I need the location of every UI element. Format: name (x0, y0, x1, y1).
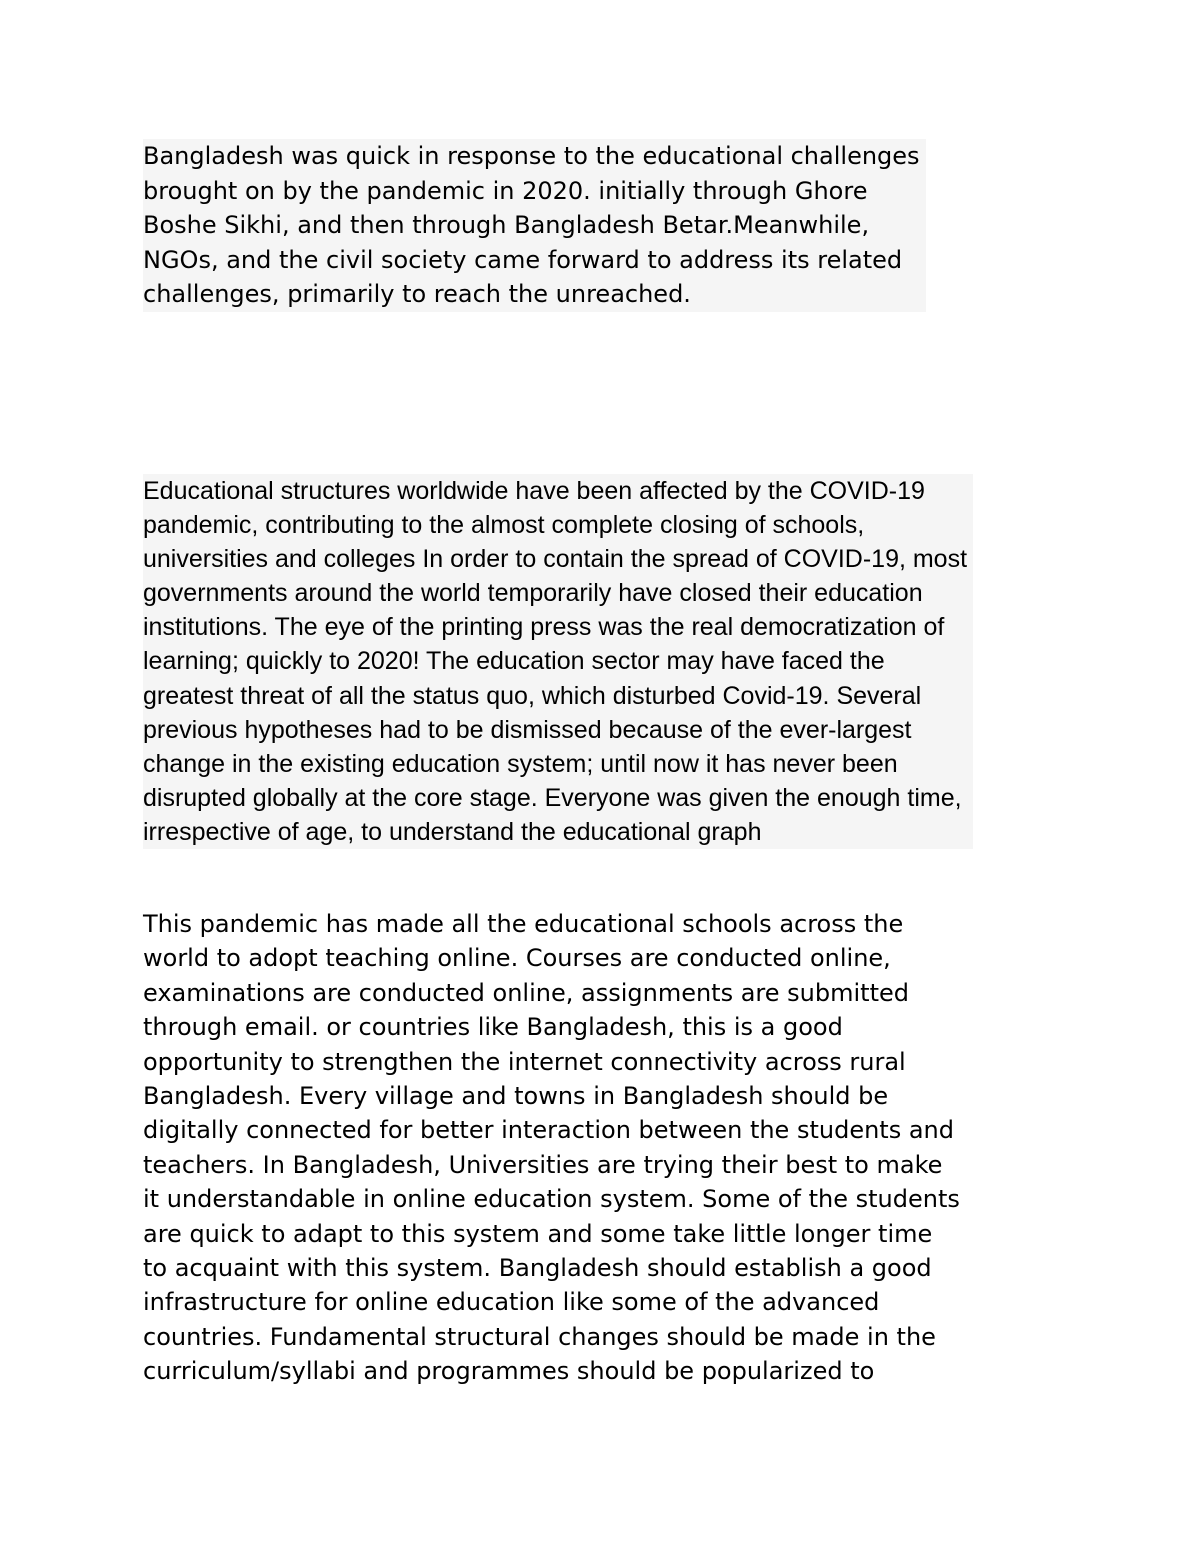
text-line: it understandable in online education system. Some of the students (143, 1185, 960, 1214)
text-line: challenges, primarily to reach the unreached. (143, 277, 926, 312)
paragraph-covid-impact (143, 474, 973, 849)
text-line: Bangladesh. Every village and towns in Bangladesh should be (143, 1082, 889, 1111)
paragraph-online-teaching (143, 907, 960, 1389)
text-line: curriculum/syllabi and programmes should be popularized to (143, 1357, 875, 1386)
text-line: pandemic, contributing to the almost complete closing of schools, (143, 508, 973, 542)
text-line: countries. Fundamental structural changes should be made in the (143, 1322, 936, 1351)
text-line: are quick to adapt to this system and some take little longer time (143, 1219, 933, 1248)
text-line: universities and colleges In order to contain the spread of COVID-19, most (143, 542, 973, 576)
text-line: brought on by the pandemic in 2020. initially through Ghore (143, 174, 926, 209)
text-line: greatest threat of all the status quo, which disturbed Covid-19. Several (143, 679, 973, 713)
text-line: to acquaint with this system. Bangladesh should establish a good (143, 1254, 932, 1283)
paragraph-education-response (143, 139, 926, 312)
text-line: irrespective of age, to understand the educational graph (143, 815, 973, 849)
text-line: This pandemic has made all the educational schools across the (143, 910, 904, 938)
text-line: previous hypotheses had to be dismissed because of the ever-largest (143, 713, 973, 747)
text-line: through email. or countries like Bangladesh, this is a good (143, 1013, 843, 1042)
text-line: digitally connected for better interaction between the students and (143, 1116, 954, 1145)
text-line: disrupted globally at the core stage. Everyone was given the enough time, (143, 781, 973, 815)
text-line: infrastructure for online education like some of the advanced (143, 1288, 880, 1317)
text-line: Educational structures worldwide have been affected by the COVID-19 (143, 474, 973, 508)
text-line: institutions. The eye of the printing press was the real democratization of (143, 610, 973, 644)
text-line: teachers. In Bangladesh, Universities are trying their best to make (143, 1150, 943, 1179)
text-line: learning; quickly to 2020! The education sector may have faced the (143, 644, 973, 678)
text-line: opportunity to strengthen the internet connectivity across rural (143, 1047, 906, 1076)
text-line: world to adopt teaching online. Courses are conducted online, (143, 944, 891, 973)
text-line: Bangladesh was quick in response to the educational challenges (143, 139, 926, 174)
text-line: change in the existing education system; until now it has never been (143, 747, 973, 781)
text-line: examinations are conducted online, assignments are submitted (143, 978, 909, 1007)
text-line: Boshe Sikhi, and then through Bangladesh Betar.Meanwhile, (143, 208, 926, 243)
text-line: governments around the world temporarily have closed their education (143, 576, 973, 610)
text-line: NGOs, and the civil society came forward to address its related (143, 243, 926, 278)
